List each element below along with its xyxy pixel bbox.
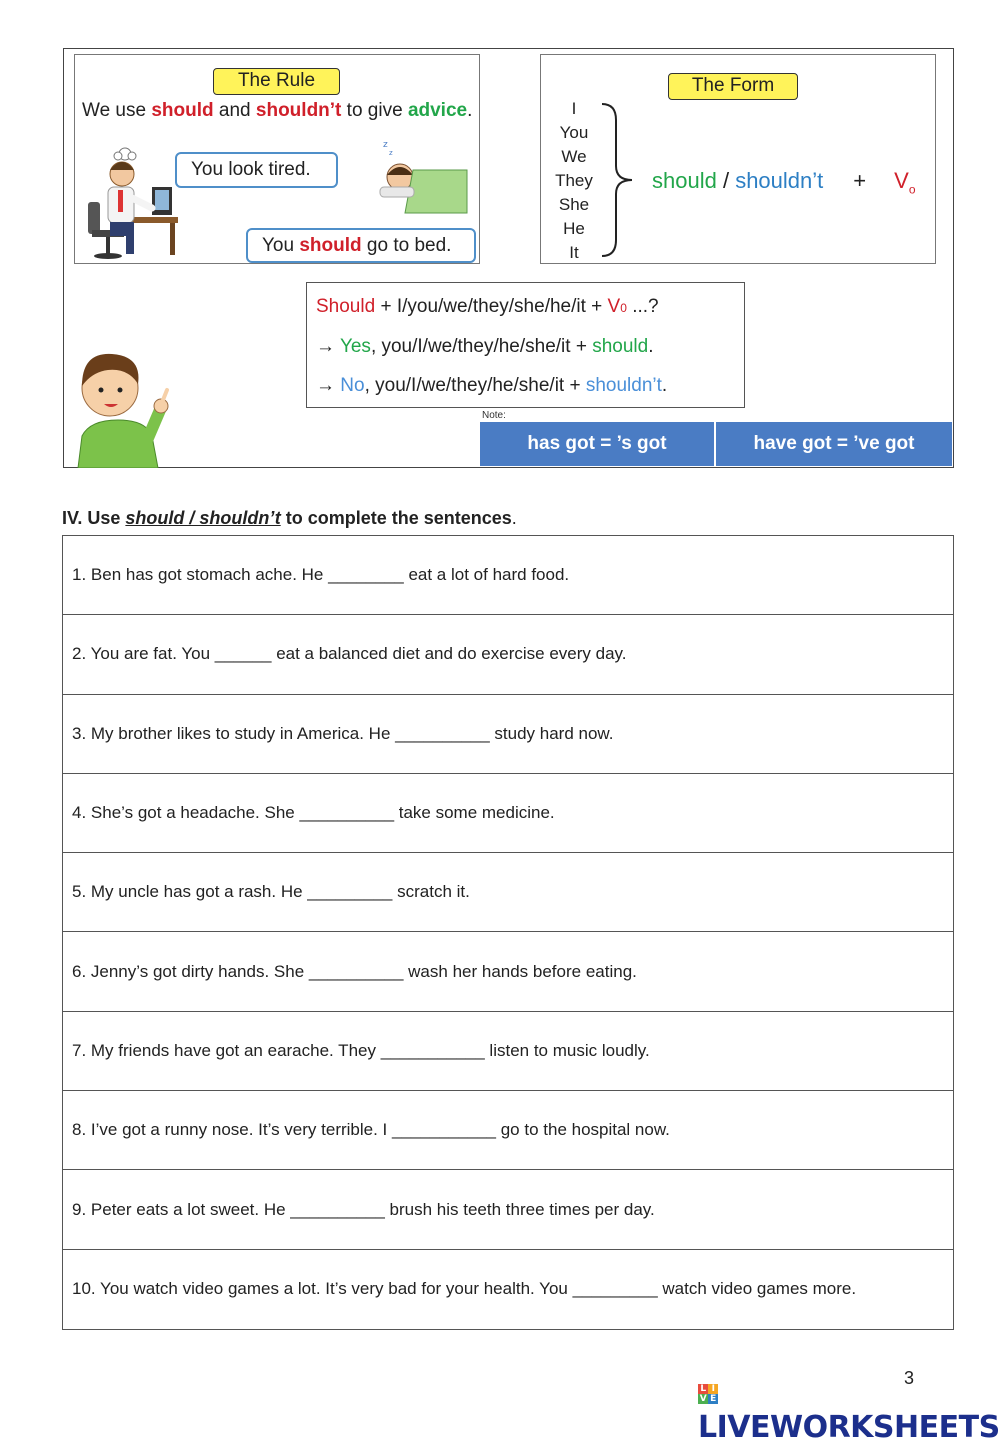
- exercise-item: 1. Ben has got stomach ache. He ________ eat a lot of hard food.: [63, 536, 953, 615]
- form-tag: The Form: [668, 73, 798, 100]
- pronoun: It: [569, 243, 579, 262]
- exercise-item: 10. You watch video games a lot. It’s very bad for your health. You _________ watch video games more.: [72, 1279, 857, 1299]
- form-formula: should / shouldn’t + $V_o$: [652, 168, 916, 197]
- liveworksheets-logo: [698, 1375, 1000, 1445]
- logo-badge: L I V E: [698, 1384, 718, 1404]
- exercise-item: 7. My friends have got an earache. They ___________ listen to music loudly.: [63, 1012, 953, 1091]
- note-have-got: have got = ’ve got: [716, 422, 952, 466]
- yes-answer-line: → Yes, you/I/we/they/he/she/it + should.: [316, 336, 654, 357]
- no-answer-line: → No, you/I/we/they/he/she/it + shouldn’t.: [316, 375, 668, 396]
- exercise-item: 4. She’s got a headache. She __________ take some medicine.: [63, 774, 953, 853]
- exercise-item: 6. Jenny’s got dirty hands. She __________ wash her hands before eating.: [63, 932, 953, 1011]
- note-has-got: has got = ’s got: [480, 422, 714, 466]
- page-number: 3: [904, 1368, 915, 1388]
- pronoun: You: [559, 123, 589, 142]
- boy-pointing-illustration: [68, 340, 178, 468]
- exercise-item: 5. My uncle has got a rash. He _________ scratch it.: [63, 853, 953, 932]
- speech-bubble-tired: You look tired.: [175, 152, 338, 188]
- exercise-item: 9. Peter eats a lot sweet. He __________ brush his teeth three times per day.: [63, 1170, 953, 1249]
- pronoun: He: [563, 219, 585, 238]
- svg-text:z: z: [389, 149, 393, 157]
- exercise-item: 2. You are fat. You ______ eat a balanced diet and do exercise every day.: [63, 615, 953, 694]
- exercise-item: 8. I’ve got a runny nose. It’s very terrible. I ___________ go to the hospital now.: [63, 1091, 953, 1170]
- tired-man-illustration: [80, 142, 180, 262]
- pronoun: We: [561, 147, 587, 166]
- exercise-item: 3. My brother likes to study in America. He __________ study hard now.: [63, 695, 953, 774]
- logo-text: LIVEWORKSHEETS: [698, 1410, 1000, 1445]
- question-form-line: Should + I/you/we/they/she/he/it + V0 ...?: [316, 296, 659, 317]
- svg-text:z: z: [383, 140, 388, 150]
- rule-sentence: We use should and shouldn’t to give advice.: [82, 100, 473, 121]
- note-label: Note:: [482, 410, 506, 421]
- pronoun-list: [548, 97, 600, 265]
- exercise-table: [62, 535, 954, 1330]
- speech-bubble-bed: You should go to bed.: [246, 228, 476, 263]
- pronoun: I: [571, 99, 577, 118]
- exercise-title: IV. Use should / shouldn’t to complete the sentences.: [62, 508, 517, 528]
- sleeping-child-illustration: [375, 135, 470, 230]
- rule-tag: The Rule: [213, 68, 340, 95]
- curly-brace-icon: [598, 100, 638, 260]
- pronoun: They: [555, 171, 593, 190]
- pronoun: She: [558, 195, 590, 214]
